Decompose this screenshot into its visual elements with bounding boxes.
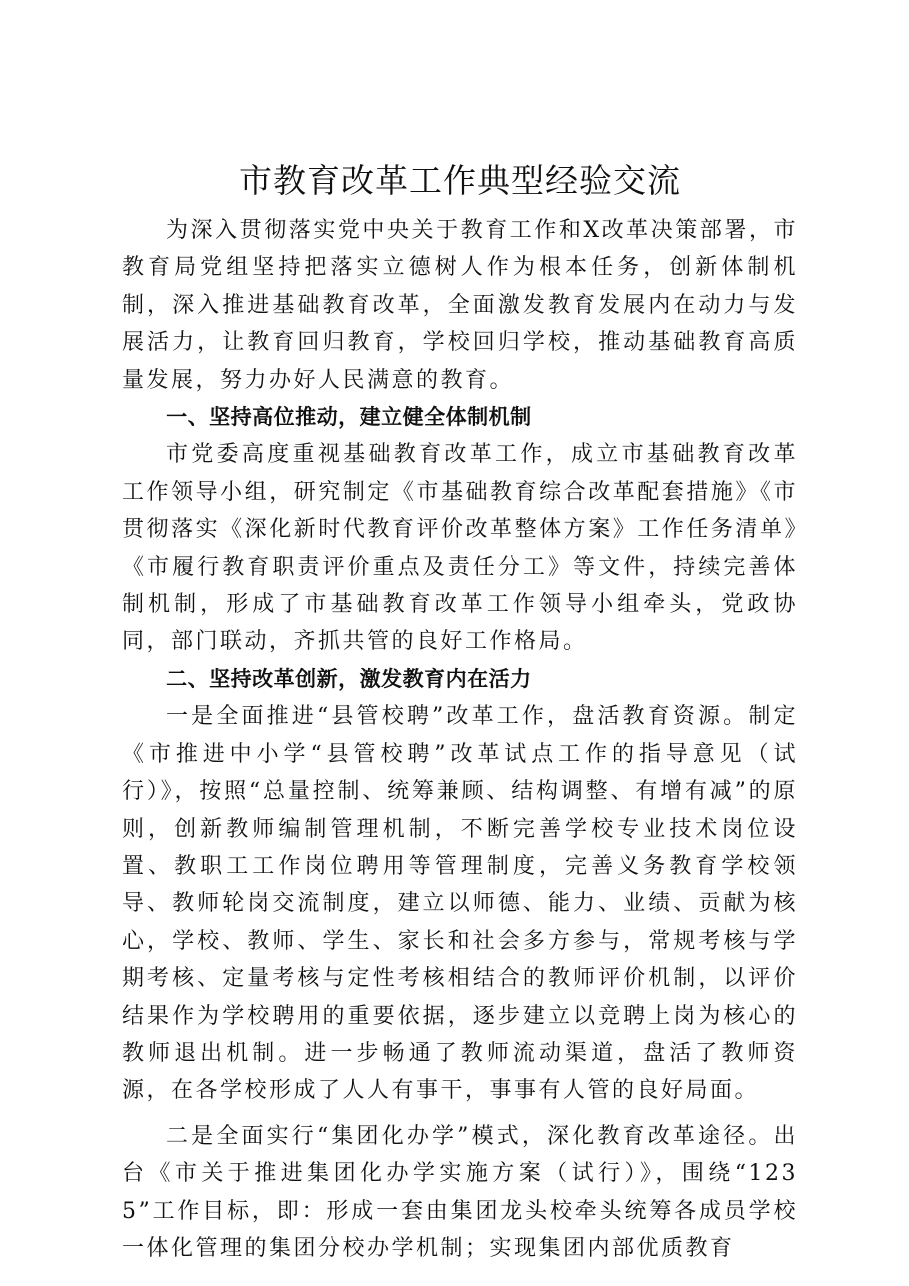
section-1-paragraph-1: 市党委高度重视基础教育改革工作，成立市基础教育改革工作领导小组，研究制定《市基础教育综合改革配套措施》《市贯彻落实《深化新时代教育评价改革整体方案》工作任务清单》《市履行教育职责评价重点及责任分工》等文件，持续完善体制机制，形成了市基础教育改革工作领导小组牵头，党政协同，部门联动，齐抓共管的良好工作格局。: [122, 442, 798, 655]
document-body: [122, 156, 798, 1267]
section-heading-1: 一、坚持高位推动，建立健全体制机制: [166, 405, 532, 430]
section-2-paragraph-1: 一是全面推进“县管校聘”改革工作，盘活教育资源。制定《市推进中小学“县管校聘”改革试点工作的指导意见（试行）》，按照“总量控制、统筹兼顾、结构调整、有增有减”的原则，创新教师编制管理机制，不断完善学校专业技术岗位设置、教职工工作岗位聘用等管理制度，完善义务教育学校领导、教师轮岗交流制度，建立以师德、能力、业绩、贡献为核心，学校、教师、学生、家长和社会多方参与，常规考核与学期考核、定量考核与定性考核相结合的教师评价机制，以评价结果作为学校聘用的重要依据，逐步建立以竞聘上岗为核心的教师退出机制。进一步畅通了教师流动渠道，盘活了教师资源，在各学校形成了人人有事干，事事有人管的良好局面。: [122, 704, 798, 1104]
intro-paragraph: 为深入贯彻落实党中央关于教育工作和X改革决策部署，市教育局党组坚持把落实立德树人作为根本任务，创新体制机制，深入推进基础教育改革，全面激发教育发展内在动力与发展活力，让教育回归教育，学校回归学校，推动基础教育高质量发展，努力办好人民满意的教育。: [122, 218, 798, 393]
section-2-paragraph-2: 二是全面实行“集团化办学”模式，深化教育改革途径。出台《市关于推进集团化办学实施方案（试行）》，围绕“1235”工作目标，即：形成一套由集团龙头校牵头统筹各成员学校一体化管理的集团分校办学机制；实现集团内部优质教育: [122, 1123, 798, 1261]
document-title: 市教育改革工作典型经验交流: [239, 161, 681, 200]
section-heading-2: 二、坚持改革创新，激发教育内在活力: [166, 666, 532, 691]
